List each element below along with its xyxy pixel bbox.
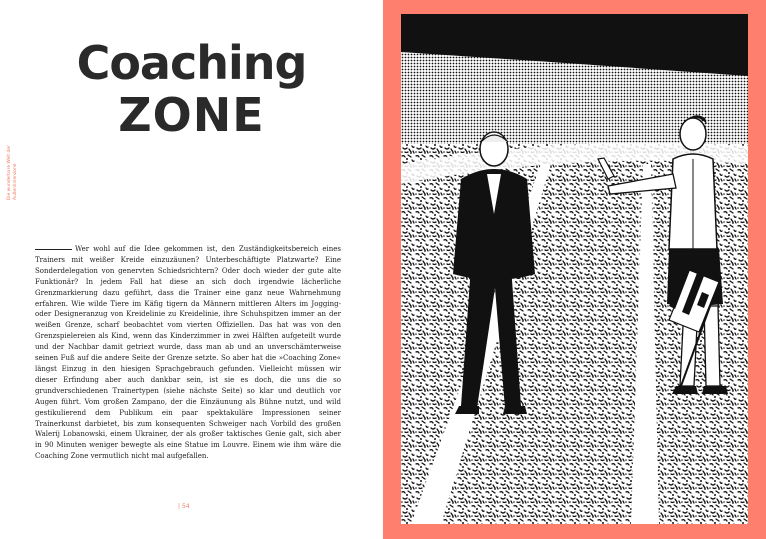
right-page <box>383 0 766 539</box>
page-number-value: 54 <box>181 503 190 510</box>
page-number: | 54 <box>178 503 190 510</box>
caption-line-1: Die wunderbare Welt der <box>7 145 12 200</box>
article-body <box>35 244 341 462</box>
coaching-zone-illustration <box>401 14 748 524</box>
caption-line-2: Außenlinienzone <box>13 163 18 200</box>
lead-rule <box>35 249 72 250</box>
title-line-1: Coaching <box>76 36 307 90</box>
article-body-text: Wer wohl auf die Idee gekommen ist, den Zuständigkeitsbereich eines Trainers mit weißer Kreide einzuzäunen? Unterbeschäftigte Platzwarte? Eine Sonderdelegation von genervten Schiedsrichtern? Oder doch wieder der gute alte Funktionär? In jedem Fall hat diese an sich doch irgendwie lächerliche Grenzmarkierung dazu geführt, dass die Trainer eine ganz neue Wahrnehmung erfahren. Wie wilde Tiere im Käfig tigern da Männern mittleren Alters im Jogging- oder Designeranzug von Kreidelinie zu Kreidelinie, ihre Schuhspitzen immer an der weißen Grenze, scharf beobachtet vom vierten Offiziellen. Das hat was von den Grenzspielereien als Kind, wenn das Kinderzimmer in zwei Hälften aufgeteilt wurde und der Nachbar damit getriezt wurde, dass man ab und an unverschämterweise seinen Fuß auf die andere Seite der Grenze setzte. So aber hat die »Coaching Zone« längst Einzug in den hiesigen Sprachgebrauch gefunden. Vielleicht müssen wir dieser Erfindung aber auch dankbar sein, ist sie es doch, die uns die so grundverschiedenen Trainertypen (siehe nächste Seite) so klar und deutlich vor Augen führt. Vom großen Zampano, der die Einzäunung als Bühne nutzt, und wild gestikulierend dem Publikum ein paar spektakuläre Impressionen seiner Trainerkunst darbietet, bis zum konsequenten Schweiger nach Vorbild des großen Walerij Lobanowski, einem Ukrainer, der als großer taktisches Genie galt, sich aber in 90 Minuten weniger bewegte als eine Statue im Louvre. Einem wie ihm wäre die Coaching Zone vermutlich nicht mal aufgefallen. <box>35 245 341 461</box>
title-line-2: ZONE <box>118 88 265 142</box>
